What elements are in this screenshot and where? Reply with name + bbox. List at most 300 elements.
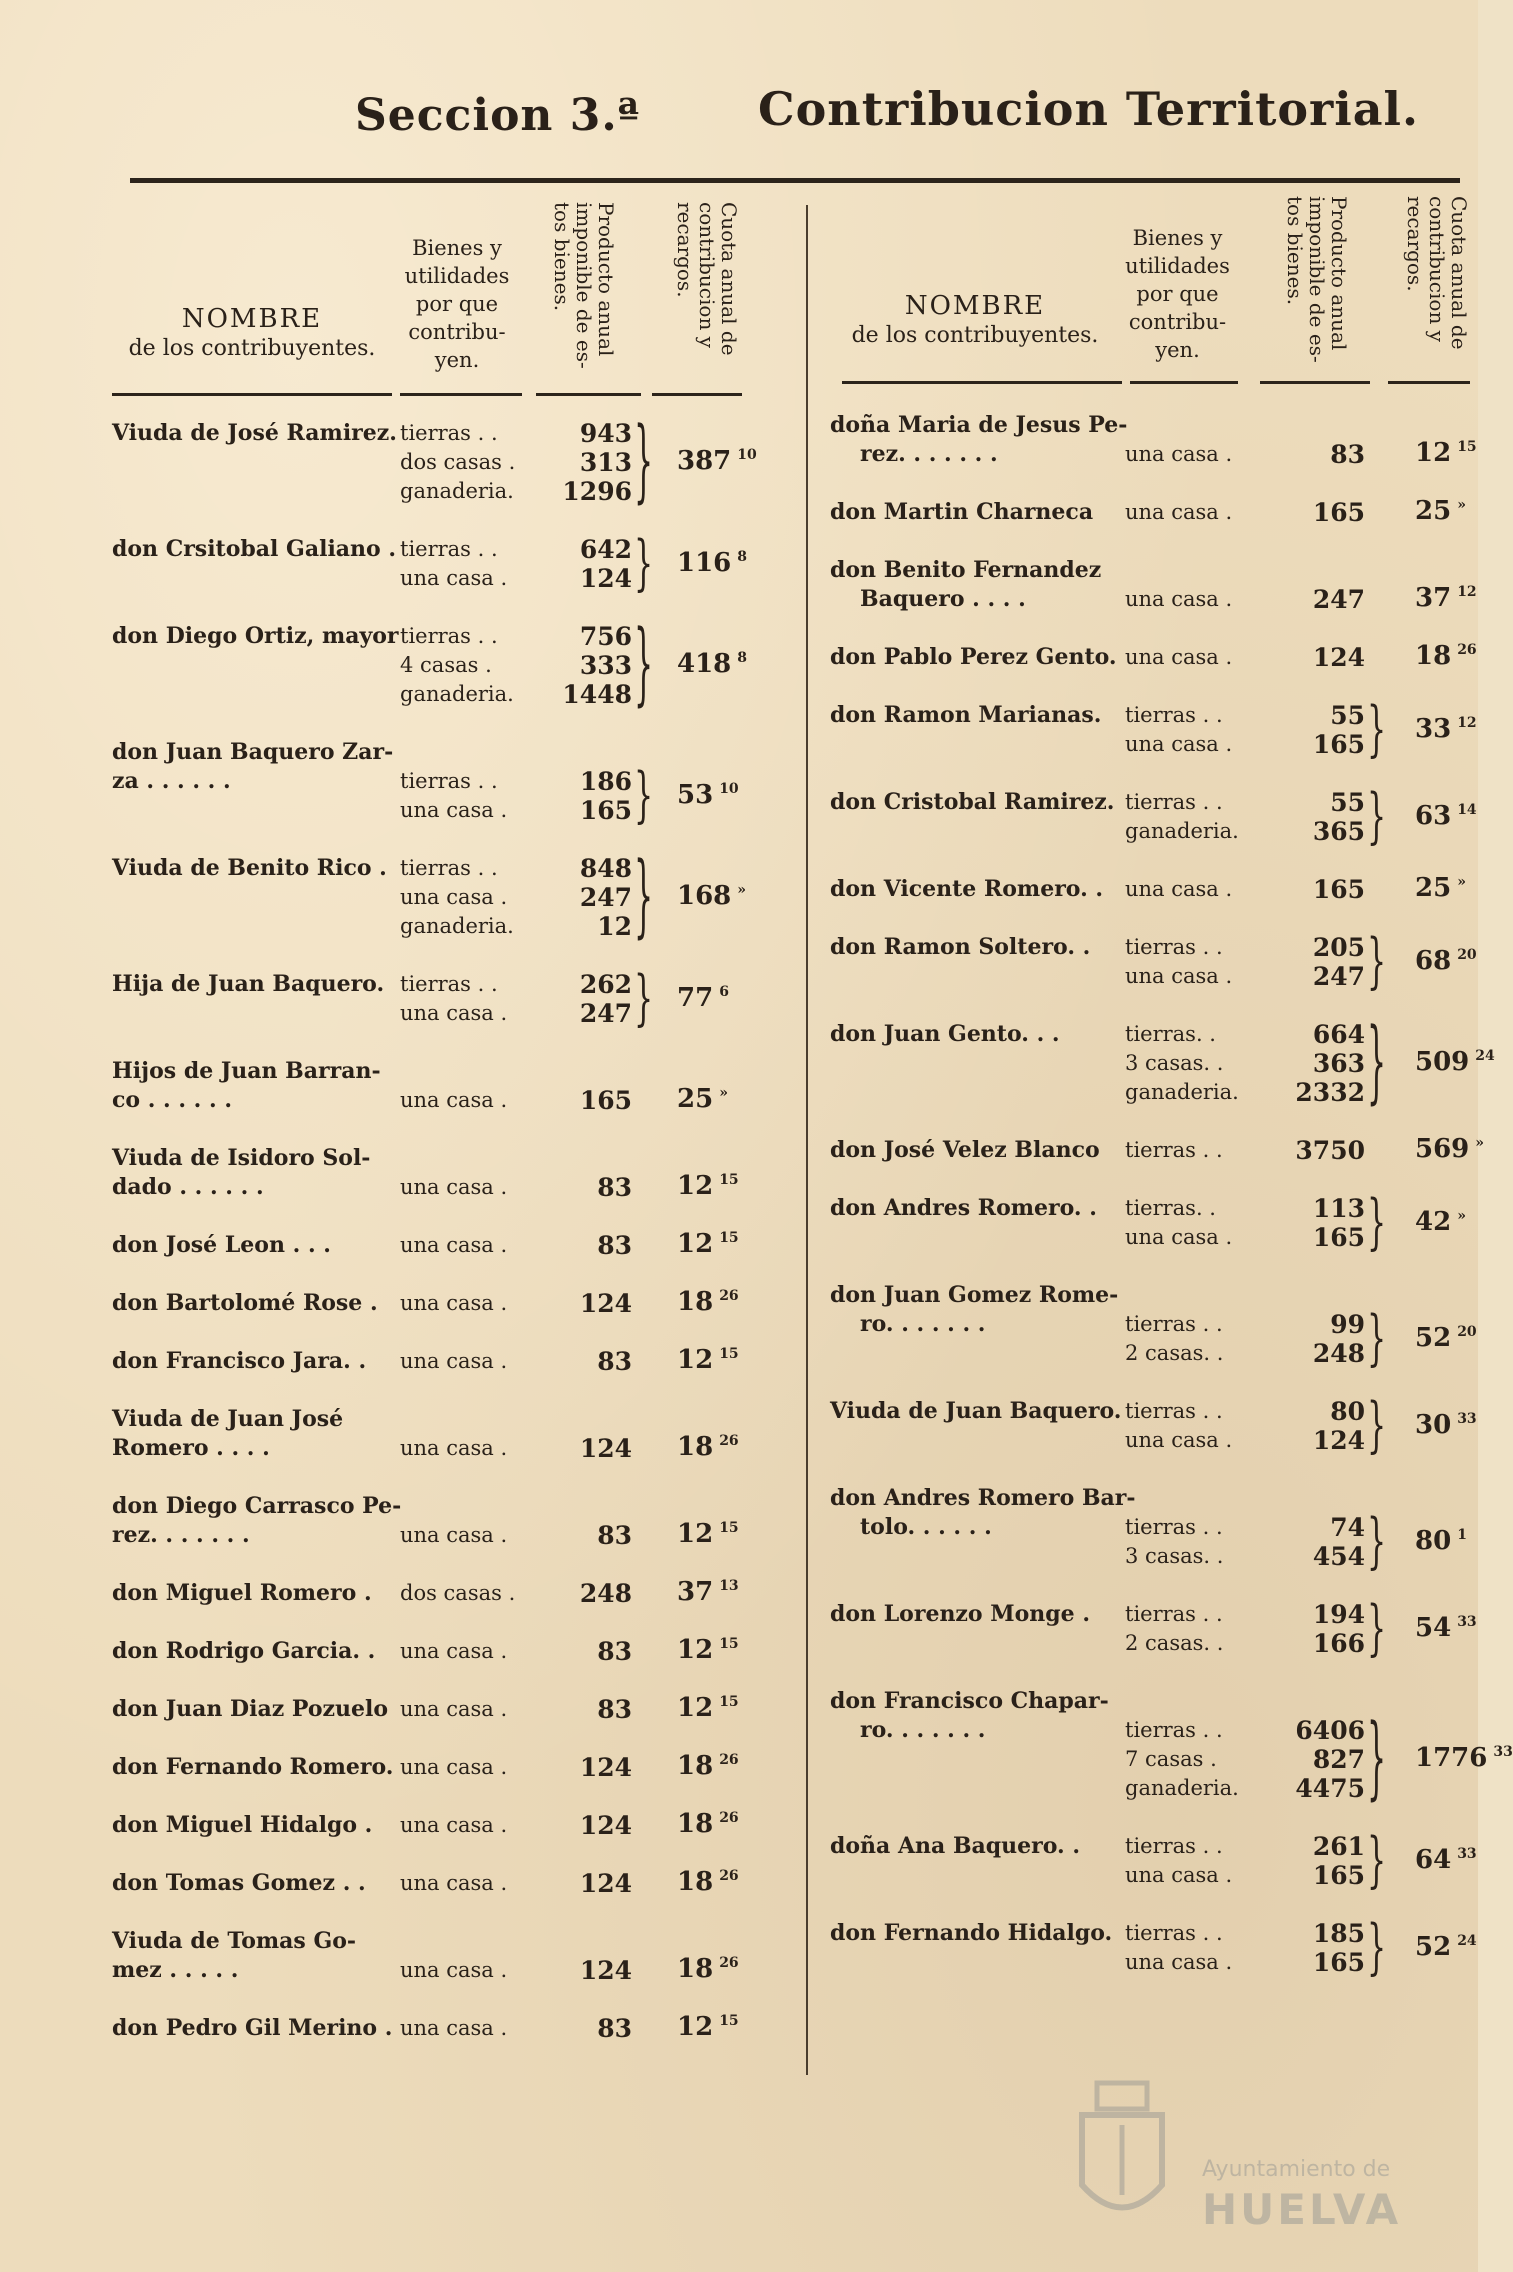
producto-value: 124 (1312, 1426, 1365, 1455)
grouping-brace: } (1367, 1391, 1387, 1461)
header-nombre-line2: de los contribuyentes. (128, 336, 376, 361)
table-row (830, 1281, 1477, 1374)
table-row (830, 1484, 1470, 1577)
cuota-value (677, 1809, 739, 1839)
producto-value: 165 (1312, 1948, 1365, 1977)
cuota-amount: 1776 (1415, 1743, 1488, 1773)
table-row (830, 875, 1470, 904)
producto-value: 261 (1312, 1832, 1365, 1861)
bienes-item: una casa . (1125, 645, 1233, 669)
grouping-brace: } (634, 845, 654, 950)
table-row (112, 1289, 782, 1318)
contribuyente-name: don Juan Gento. . . (830, 1021, 1060, 1047)
bienes-item: una casa . (400, 885, 508, 909)
header-bienes-line3: por que (1136, 282, 1219, 306)
cuota-cents: 26 (719, 1868, 739, 1885)
producto-value: 55 (1330, 701, 1365, 730)
producto-value: 363 (1312, 1049, 1365, 1078)
watermark-line2: HUELVA (1202, 2185, 1402, 2234)
bienes-item: una casa . (1125, 1950, 1233, 1974)
bienes-item: 2 casas. . (1125, 1341, 1224, 1365)
header-bienes-line2: utilidades (1125, 254, 1230, 278)
cuota-value (1415, 583, 1477, 613)
cuota-cents: 26 (719, 1752, 739, 1769)
bienes-item: una casa . (400, 1349, 508, 1373)
producto-value: 248 (1312, 1339, 1365, 1368)
grouping-brace: } (1367, 1707, 1387, 1812)
table-row (112, 1057, 782, 1115)
producto-value: 205 (1312, 933, 1365, 962)
table-row (112, 2014, 782, 2043)
contribuyente-name: don Fernando Hidalgo. (830, 1920, 1113, 1946)
bienes-item: tierras . . (1125, 1399, 1223, 1423)
header-bienes-line2: utilidades (404, 264, 510, 288)
producto-value: 827 (1312, 1745, 1365, 1774)
producto-value: 124 (579, 564, 632, 593)
contribuyente-name: Viuda de Juan Baquero. (830, 1398, 1122, 1424)
header-bienes-line5: yen. (434, 348, 480, 372)
contribuyente-name: don Ramon Marianas. (830, 702, 1102, 728)
cuota-amount: 18 (677, 1751, 714, 1781)
contribuyente-name: don Pablo Perez Gento. (830, 644, 1117, 670)
cuota-value (1415, 496, 1466, 526)
producto-value: 83 (597, 1173, 632, 1202)
table-row (112, 1637, 782, 1666)
cuota-value (677, 1171, 739, 1201)
cuota-amount: 30 (1415, 1409, 1452, 1440)
grouping-brace: } (1367, 1913, 1387, 1983)
cuota-cents: 13 (719, 1578, 739, 1595)
cuota-cents: 15 (719, 1172, 739, 1189)
bienes-item: una casa . (1125, 1225, 1233, 1249)
cuota-cents: 15 (719, 1694, 739, 1711)
header-underline (1130, 381, 1238, 384)
table-row (830, 695, 1477, 765)
bienes-item: una casa . (1125, 1428, 1233, 1452)
table-row (830, 1913, 1477, 1983)
cuota-cents: 14 (1457, 801, 1477, 818)
table-row (112, 613, 782, 718)
cuota-amount: 418 (677, 649, 732, 679)
producto-value: 83 (1330, 440, 1365, 469)
producto-value: 454 (1312, 1542, 1365, 1571)
contribuyente-name: rez. . . . . . . (860, 441, 998, 467)
contribuyente-name: Hijos de Juan Barran- (112, 1058, 381, 1084)
cuota-value (677, 1635, 739, 1665)
header-underline (1388, 381, 1470, 384)
bienes-item: tierras . . (400, 769, 498, 793)
cuota-amount: 12 (677, 1345, 714, 1375)
cuota-amount: 64 (1415, 1844, 1452, 1875)
cuota-value (1415, 946, 1477, 976)
cuota-value (677, 1693, 739, 1723)
producto-value: 165 (1312, 875, 1365, 904)
grouping-brace: } (1367, 782, 1387, 852)
contribuyente-name: Viuda de Isidoro Sol- (112, 1145, 371, 1171)
contribuyente-name: dado . . . . . . (112, 1174, 264, 1200)
cuota-cents: 26 (719, 1810, 739, 1827)
cuota-cents: 26 (1457, 642, 1477, 659)
bienes-item: tierras . . (1125, 1312, 1223, 1336)
contribuyente-name: ro. . . . . . . (860, 1311, 986, 1337)
header-nombre (830, 291, 1120, 351)
bienes-item: una casa . (400, 1175, 508, 1199)
cuota-cents: » (737, 882, 747, 899)
bienes-item: una casa . (1125, 587, 1233, 611)
producto-value: 185 (1312, 1919, 1365, 1948)
producto-value: 124 (1312, 643, 1365, 672)
cuota-cents: 15 (1457, 439, 1477, 456)
cuota-cents: 33 (1493, 1744, 1513, 1761)
table-row (112, 529, 782, 599)
producto-value: 194 (1312, 1600, 1365, 1629)
header-nombre-line1: NOMBRE (181, 304, 323, 334)
contribuyente-name: ro. . . . . . . (860, 1717, 986, 1743)
cuota-value (1415, 1845, 1477, 1875)
cuota-cents: 15 (719, 1346, 739, 1363)
contribuyente-name: mez . . . . . (112, 1957, 239, 1983)
header-underline (1260, 381, 1370, 384)
bienes-item: tierras . . (400, 624, 498, 648)
bienes-item: tierras . . (400, 421, 498, 445)
cuota-cents: 10 (719, 780, 739, 797)
bienes-item: una casa . (400, 1813, 508, 1837)
cuota-amount: 18 (677, 1432, 714, 1462)
contribuyente-name: don Juan Diaz Pozuelo (112, 1696, 389, 1722)
producto-value: 165 (1312, 498, 1365, 527)
contribuyente-name: Viuda de Tomas Go- (112, 1928, 357, 1954)
coat-of-arms-icon (1062, 2075, 1182, 2235)
grouping-brace: } (634, 529, 654, 599)
grouping-brace: } (1367, 1304, 1387, 1374)
cuota-amount: 12 (677, 1229, 714, 1259)
cuota-value (677, 446, 757, 476)
page-header (0, 82, 1478, 152)
header-rule (130, 178, 1460, 183)
table-row (112, 1579, 782, 1608)
grouping-brace: } (1367, 1188, 1387, 1258)
bienes-item: tierras . . (1125, 1515, 1223, 1539)
cuota-value (1415, 873, 1466, 903)
bienes-item: una casa . (1125, 500, 1233, 524)
contribuyente-name: don Francisco Jara. . (112, 1348, 367, 1374)
cuota-cents: 26 (719, 1288, 739, 1305)
table-row (112, 1869, 782, 1898)
contribuyente-name: don Andres Romero. . (830, 1195, 1097, 1221)
header-nombre-line1: NOMBRE (904, 291, 1046, 321)
bienes-item: una casa . (400, 1291, 508, 1315)
cuota-amount: 18 (677, 1867, 714, 1897)
header-bienes-line1: Bienes y (1132, 226, 1223, 250)
contribuyente-name: don Miguel Hidalgo . (112, 1812, 373, 1838)
table-row (112, 1405, 782, 1463)
cuota-value (677, 2012, 739, 2042)
bienes-item: una casa . (1125, 1863, 1233, 1887)
bienes-item: una casa . (400, 1523, 508, 1547)
table-row (830, 556, 1477, 614)
bienes-item: ganaderia. (1125, 819, 1239, 843)
grouping-brace: } (634, 410, 654, 515)
grouping-brace: } (1367, 1507, 1387, 1577)
bienes-item: tierras . . (400, 856, 498, 880)
cuota-cents: 33 (1457, 1845, 1477, 1862)
bienes-item: 4 casas . (400, 653, 492, 677)
cuota-value (1415, 1207, 1466, 1237)
huelva-watermark (1062, 2075, 1422, 2235)
bienes-item: una casa . (400, 1958, 508, 1982)
producto-value: 113 (1312, 1194, 1365, 1223)
producto-value: 2332 (1295, 1078, 1365, 1107)
cuota-value (677, 1751, 739, 1781)
column-divider (806, 205, 808, 2075)
header-nombre-line2: de los contribuyentes. (851, 323, 1099, 348)
header-bienes-line4: contribu- (408, 320, 506, 344)
cuota-amount: 53 (677, 779, 714, 810)
cuota-value (1415, 1134, 1484, 1164)
header-bienes (392, 234, 522, 374)
bienes-item: una casa . (400, 1233, 508, 1257)
table-row (112, 1347, 782, 1376)
table-row (830, 498, 1470, 527)
cuota-cents: » (1475, 1135, 1485, 1152)
bienes-item: una casa . (400, 1436, 508, 1460)
bienes-item: una casa . (1125, 442, 1233, 466)
bienes-item: tierras . . (1125, 1138, 1223, 1162)
table-row (112, 1231, 782, 1260)
table-row (112, 1695, 782, 1724)
cuota-value (677, 548, 747, 578)
producto-value: 83 (597, 1231, 632, 1260)
left-table (112, 196, 782, 2043)
producto-value: 99 (1330, 1310, 1365, 1339)
contribuyente-name: don Crsitobal Galiano . (112, 536, 397, 562)
contribuyente-name: Baquero . . . . (860, 586, 1026, 612)
cuota-value (677, 649, 747, 679)
cuota-value (677, 881, 746, 911)
producto-value: 12 (597, 912, 632, 941)
table-row (830, 927, 1477, 997)
table-row (830, 411, 1477, 469)
cuota-cents: 12 (1457, 584, 1477, 601)
bienes-item: ganaderia. (400, 914, 514, 938)
producto-value: 124 (579, 1753, 632, 1782)
contribuyente-name: co . . . . . . (112, 1087, 232, 1113)
cuota-cents: » (1457, 1207, 1466, 1224)
producto-value: 313 (579, 448, 632, 477)
cuota-value (1415, 1323, 1477, 1353)
cuota-cents: 24 (1457, 1932, 1477, 1949)
producto-value: 3750 (1295, 1136, 1365, 1165)
producto-value: 83 (597, 1521, 632, 1550)
cuota-cents: » (1457, 497, 1466, 514)
grouping-brace: } (1367, 695, 1387, 765)
bienes-item: una casa . (400, 1639, 508, 1663)
bienes-item: 3 casas. . (1125, 1051, 1224, 1075)
contribuyente-name: don Cristobal Ramirez. (830, 789, 1115, 815)
table-row (112, 1753, 782, 1782)
cuota-cents: 20 (1457, 1323, 1477, 1340)
producto-value: 124 (579, 1956, 632, 1985)
grouping-brace: } (1367, 1826, 1387, 1896)
cuota-cents: 6 (719, 983, 729, 1000)
header-nombre (112, 304, 392, 364)
cuota-amount: 509 (1415, 1047, 1470, 1077)
table-row (112, 1811, 782, 1840)
contribuyente-name: don Martin Charneca (830, 499, 1094, 525)
cuota-amount: 37 (1415, 583, 1452, 613)
cuota-cents: 1 (1457, 1526, 1467, 1543)
bienes-item: tierras. . (1125, 1022, 1216, 1046)
bienes-item: una casa . (400, 1755, 508, 1779)
producto-value: 248 (579, 1579, 632, 1608)
header-bienes-line3: por que (415, 292, 499, 316)
producto-value: 124 (579, 1289, 632, 1318)
bienes-item: tierras . . (1125, 1921, 1223, 1945)
bienes-item: una casa . (400, 566, 508, 590)
cuota-value (1415, 1743, 1513, 1773)
grouping-brace: } (1367, 1011, 1387, 1116)
header-underline (652, 393, 742, 396)
contribuyente-name: don Rodrigo Garcia. . (112, 1638, 376, 1664)
table-row (830, 1594, 1477, 1664)
bienes-item: ganaderia. (1125, 1080, 1239, 1104)
producto-value: 943 (579, 419, 632, 448)
contribuyente-name: don Pedro Gil Merino . (112, 2015, 393, 2041)
grouping-brace: } (634, 613, 654, 718)
contribuyente-name: Viuda de José Ramirez. (112, 420, 397, 446)
table-row (830, 1188, 1470, 1258)
cuota-value (677, 1287, 739, 1317)
cuota-cents: 26 (719, 1955, 739, 1972)
contribuyente-name: doña Maria de Jesus Pe- (830, 412, 1128, 438)
bienes-item: una casa . (1125, 877, 1233, 901)
bienes-item: ganaderia. (1125, 1776, 1239, 1800)
contribuyente-name: Viuda de Benito Rico . (112, 855, 387, 881)
cuota-amount: 77 (677, 982, 714, 1013)
table-row (112, 738, 782, 831)
cuota-amount: 18 (1415, 641, 1452, 671)
cuota-value (1415, 1932, 1477, 1962)
header-producto: Producto anual imponible de es-tos bienes. (550, 202, 618, 369)
cuota-value (1415, 641, 1477, 671)
bienes-item: 2 casas. . (1125, 1631, 1224, 1655)
cuota-amount: 12 (677, 1693, 714, 1723)
producto-value: 247 (579, 883, 632, 912)
cuota-cents: 33 (1457, 1410, 1477, 1427)
cuota-value (677, 1345, 739, 1375)
cuota-value (1415, 1047, 1495, 1077)
bienes-item: tierras . . (1125, 1834, 1223, 1858)
header-bienes-line4: contribu- (1128, 310, 1227, 334)
cuota-cents: 8 (737, 650, 748, 667)
cuota-amount: 12 (677, 2012, 714, 2042)
table-row (830, 1391, 1477, 1461)
contribuyente-name: don Diego Ortiz, mayor (112, 623, 399, 649)
bienes-item: tierras. . (1125, 1196, 1216, 1220)
cuota-cents: 15 (719, 2013, 739, 2030)
header-bienes-line1: Bienes y (412, 236, 502, 260)
producto-value: 365 (1312, 817, 1365, 846)
producto-value: 83 (597, 1695, 632, 1724)
cuota-amount: 168 (677, 881, 732, 911)
cuota-value (677, 1519, 739, 1549)
grouping-brace: } (1367, 1594, 1387, 1664)
cuota-cents: 15 (719, 1520, 739, 1537)
cuota-amount: 12 (677, 1635, 714, 1665)
header-producto: Producto anual imponible de es-tos bienes. (1283, 196, 1351, 363)
grouping-brace: } (634, 964, 654, 1034)
bienes-item: tierras . . (1125, 1718, 1223, 1742)
cuota-amount: 12 (677, 1519, 714, 1549)
contribuyente-name: don José Leon . . . (112, 1232, 331, 1258)
header-underline (112, 393, 392, 396)
bienes-item: una casa . (400, 1088, 508, 1112)
cuota-cents: 10 (737, 447, 757, 464)
cuota-value (1415, 1410, 1477, 1440)
producto-value: 165 (1312, 730, 1365, 759)
contribuyente-name: rez. . . . . . . (112, 1522, 250, 1548)
contribuyente-name: Romero . . . . (112, 1435, 270, 1461)
producto-value: 4475 (1295, 1774, 1365, 1803)
header-underline (842, 381, 1122, 384)
cuota-value (677, 1084, 728, 1114)
producto-value: 642 (579, 535, 632, 564)
producto-value: 333 (579, 651, 632, 680)
producto-value: 756 (579, 622, 632, 651)
contribuyente-name: don José Velez Blanco (830, 1137, 1100, 1163)
section-title: Seccion 3.ª (355, 90, 641, 141)
bienes-item: dos casas . (400, 450, 516, 474)
right-table-header (830, 196, 1470, 401)
cuota-amount: 80 (1415, 1525, 1452, 1556)
bienes-item: una casa . (400, 1001, 508, 1025)
producto-value: 848 (579, 854, 632, 883)
cuota-amount: 52 (1415, 1322, 1452, 1353)
table-row (830, 1134, 1485, 1165)
producto-value: 6406 (1295, 1716, 1365, 1745)
producto-value: 83 (597, 2014, 632, 2043)
contribuyente-name: don Fernando Romero. (112, 1754, 394, 1780)
grouping-brace: } (1367, 927, 1387, 997)
cuota-amount: 63 (1415, 800, 1452, 831)
contribuyente-name: don Lorenzo Monge . (830, 1601, 1090, 1627)
cuota-cents: 20 (1457, 946, 1477, 963)
producto-value: 664 (1312, 1020, 1365, 1049)
document-title: Contribucion Territorial. (758, 82, 1420, 136)
header-underline (536, 393, 641, 396)
producto-value: 74 (1330, 1513, 1365, 1542)
cuota-value (1415, 1526, 1467, 1556)
contribuyente-name: Hija de Juan Baquero. (112, 971, 385, 997)
cuota-value (677, 1432, 739, 1462)
watermark-line1: Ayuntamiento de (1202, 2157, 1391, 2182)
table-row (830, 1826, 1477, 1896)
cuota-cents: 15 (719, 1636, 739, 1653)
bienes-item: una casa . (400, 798, 508, 822)
contribuyente-name: don Juan Gomez Rome- (830, 1282, 1119, 1308)
contribuyente-name: don Benito Fernandez (830, 557, 1102, 583)
contribuyente-name: don Bartolomé Rose . (112, 1290, 378, 1316)
contribuyente-name: don Andres Romero Bar- (830, 1485, 1136, 1511)
bienes-item: una casa . (1125, 732, 1233, 756)
cuota-amount: 18 (677, 1954, 714, 1984)
table-row (112, 410, 782, 515)
producto-value: 80 (1330, 1397, 1365, 1426)
cuota-amount: 37 (677, 1577, 714, 1607)
cuota-amount: 12 (677, 1171, 714, 1201)
header-cuota: Cuota anual de contribucion y recargos. (673, 202, 741, 356)
grouping-brace: } (634, 761, 654, 831)
